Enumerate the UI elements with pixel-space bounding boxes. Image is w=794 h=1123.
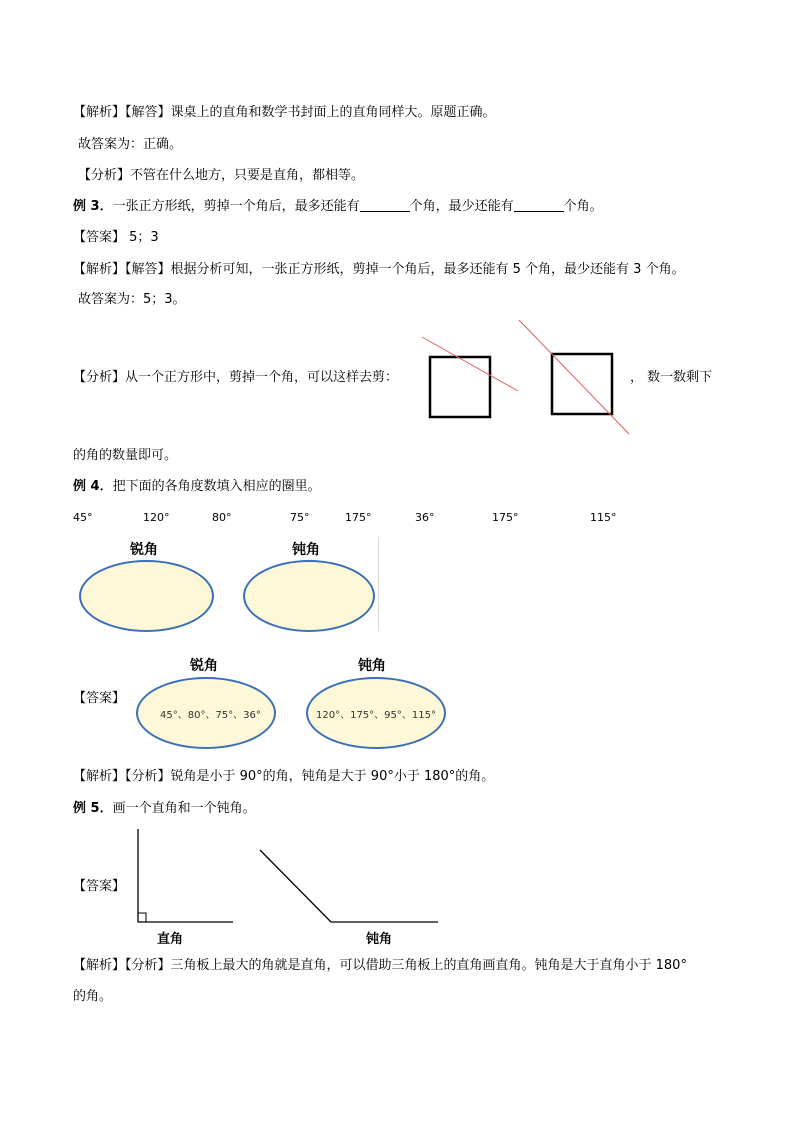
obtuse-angle-answer: 120°、175°、95°、115° <box>316 710 436 721</box>
example-label: 例 5． <box>73 801 113 816</box>
obtuse-angle-drawing <box>255 845 445 927</box>
answer-text: 【答案】 <box>73 691 126 706</box>
degree-value: 175° <box>345 511 372 524</box>
analysis-text: 【分析】从一个正方形中，剪掉一个角，可以这样去剪： <box>73 370 399 385</box>
analysis-text: 【解析】【分析】三角板上最大的角就是直角，可以借助三角板上的直角画直角。钝角是大于直角小于 180° <box>73 958 687 973</box>
degree-value: 120° <box>143 511 170 524</box>
cut-square-diagram-2 <box>515 318 635 438</box>
obtuse-angle-label: 钝角 <box>358 658 386 674</box>
analysis-text: 【解析】【解答】课桌上的直角和数学书封面上的直角同样大。原题正确。 <box>73 105 496 120</box>
right-angle-drawing <box>130 825 240 930</box>
obtuse-angle-label: 钝角 <box>366 932 393 947</box>
cut-square-diagram-1 <box>420 335 530 430</box>
answer-blank[interactable] <box>360 199 410 212</box>
example-label: 例 3． <box>73 199 113 214</box>
answer-blank[interactable] <box>514 199 564 212</box>
example-3-question: 例 3．一张正方形纸，剪掉一个角后，最多还能有 个角，最少还能有 个角。 <box>73 199 603 214</box>
analysis-text: 【解析】【解答】根据分析可知，一张正方形纸，剪掉一个角后，最多还能有 5 个角，最少还能有 3 个角。 <box>73 262 685 277</box>
degree-value: 175° <box>492 511 519 524</box>
image-edge-divider <box>378 538 379 630</box>
right-angle-label: 直角 <box>157 932 184 947</box>
obtuse-angle-ellipse[interactable] <box>243 560 375 632</box>
degree-value: 80° <box>212 511 232 524</box>
acute-angle-answer: 45°、80°、75°、36° <box>160 710 261 721</box>
analysis-text: 【分析】不管在什么地方，只要是直角，都相等。 <box>78 168 365 183</box>
analysis-text: ， 数一数剩下 <box>630 370 713 385</box>
analysis-text: 的角的数量即可。 <box>73 448 178 463</box>
answer-text: 故答案为：5；3。 <box>78 292 186 307</box>
analysis-text: 的角。 <box>73 989 113 1004</box>
answer-text: 【答案】 <box>73 879 126 894</box>
example-4-question: 例 4．把下面的各角度数填入相应的圈里。 <box>73 479 321 494</box>
analysis-text: 【解析】【分析】锐角是小于 90°的角，钝角是大于 90°小于 180°的角。 <box>73 769 495 784</box>
degree-value: 75° <box>290 511 310 524</box>
acute-angle-label: 锐角 <box>190 658 218 674</box>
degree-value: 115° <box>590 511 617 524</box>
acute-angle-ellipse[interactable] <box>79 560 214 632</box>
example-label: 例 4． <box>73 479 113 494</box>
acute-angle-label: 锐角 <box>130 542 158 558</box>
answer-text: 【答案】 5；3 <box>73 230 159 245</box>
example-5-question: 例 5．画一个直角和一个钝角。 <box>73 801 256 816</box>
degree-value: 45° <box>73 511 93 524</box>
obtuse-angle-label: 钝角 <box>292 542 320 558</box>
degree-value: 36° <box>415 511 435 524</box>
answer-text: 故答案为：正确。 <box>78 137 183 152</box>
